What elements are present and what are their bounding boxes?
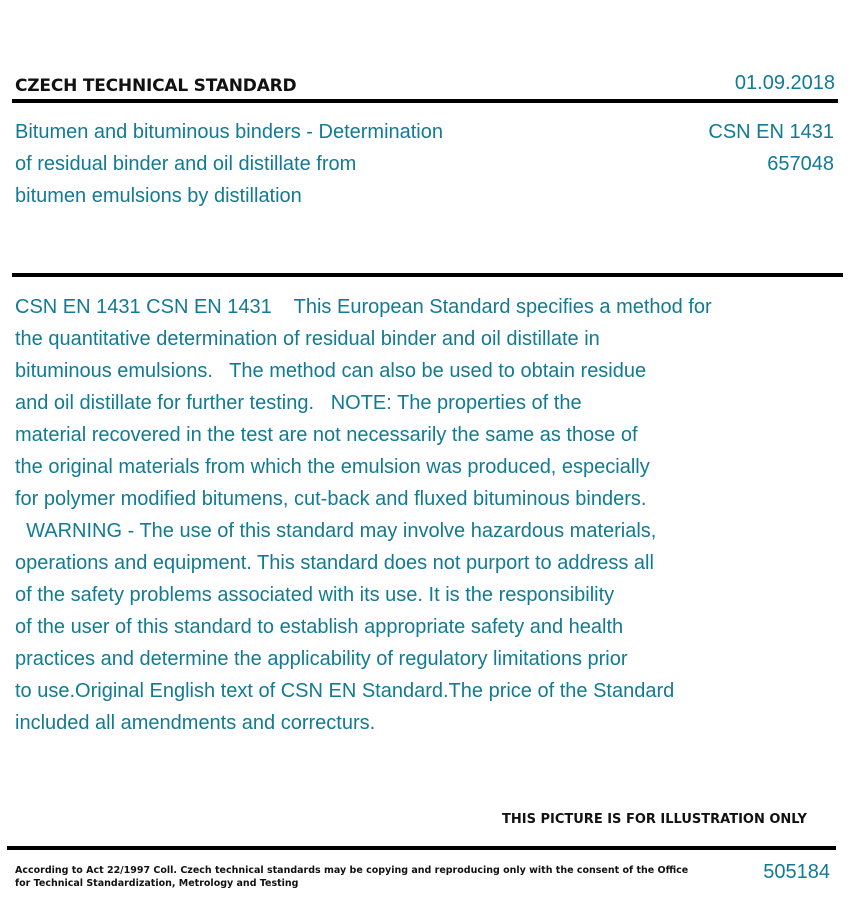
legal-line: for Technical Standardization, Metrology and Testing [15, 878, 299, 889]
description-line: material recovered in the test are not necessarily the same as those of [15, 424, 638, 446]
description-line: the original materials from which the emulsion was produced, especially [15, 456, 650, 478]
description-line: operations and equipment. This standard does not purport to address all [15, 552, 654, 574]
footer-divider [7, 846, 836, 850]
publication-date: 01.09.2018 [734, 72, 835, 94]
description-line: and oil distillate for further testing. NOTE: The properties of the [15, 392, 582, 414]
title-line: Bitumen and bituminous binders - Determination [15, 121, 443, 143]
description-line: included all amendments and correcturs. [15, 712, 376, 734]
description-line: practices and determine the applicability of regulatory limitations prior [15, 648, 628, 670]
title-line: bitumen emulsions by distillation [15, 185, 302, 207]
illustration-disclaimer: THIS PICTURE IS FOR ILLUSTRATION ONLY [502, 812, 807, 827]
description-line: bituminous emulsions. The method can also be used to obtain residue [15, 360, 647, 382]
document-number: 505184 [763, 861, 830, 883]
standard-code: CSN EN 1431 [708, 121, 834, 143]
header-divider [12, 99, 838, 103]
description-line: WARNING - The use of this standard may involve hazardous materials, [15, 520, 657, 542]
description-line: for polymer modified bitumens, cut-back and fluxed bituminous binders. [15, 488, 647, 510]
catalog-number: 657048 [767, 153, 834, 175]
standard-codes [708, 116, 834, 180]
standard-title [15, 116, 443, 212]
standard-description [15, 291, 815, 739]
description-line: to use.Original English text of CSN EN Standard.The price of the Standard [15, 680, 675, 702]
description-line: of the user of this standard to establish appropriate safety and health [15, 616, 624, 638]
legal-notice [15, 864, 688, 890]
title-line: of residual binder and oil distillate from [15, 153, 357, 175]
section-divider [12, 273, 843, 277]
description-line: CSN EN 1431 CSN EN 1431 This European Standard specifies a method for [15, 296, 712, 318]
description-line: of the safety problems associated with its use. It is the responsibility [15, 584, 615, 606]
document-type-label: CZECH TECHNICAL STANDARD [15, 76, 297, 96]
description-line: the quantitative determination of residual binder and oil distillate in [15, 328, 600, 350]
legal-line: According to Act 22/1997 Coll. Czech technical standards may be copying and reproducing only with the consent of the Office [15, 865, 689, 876]
